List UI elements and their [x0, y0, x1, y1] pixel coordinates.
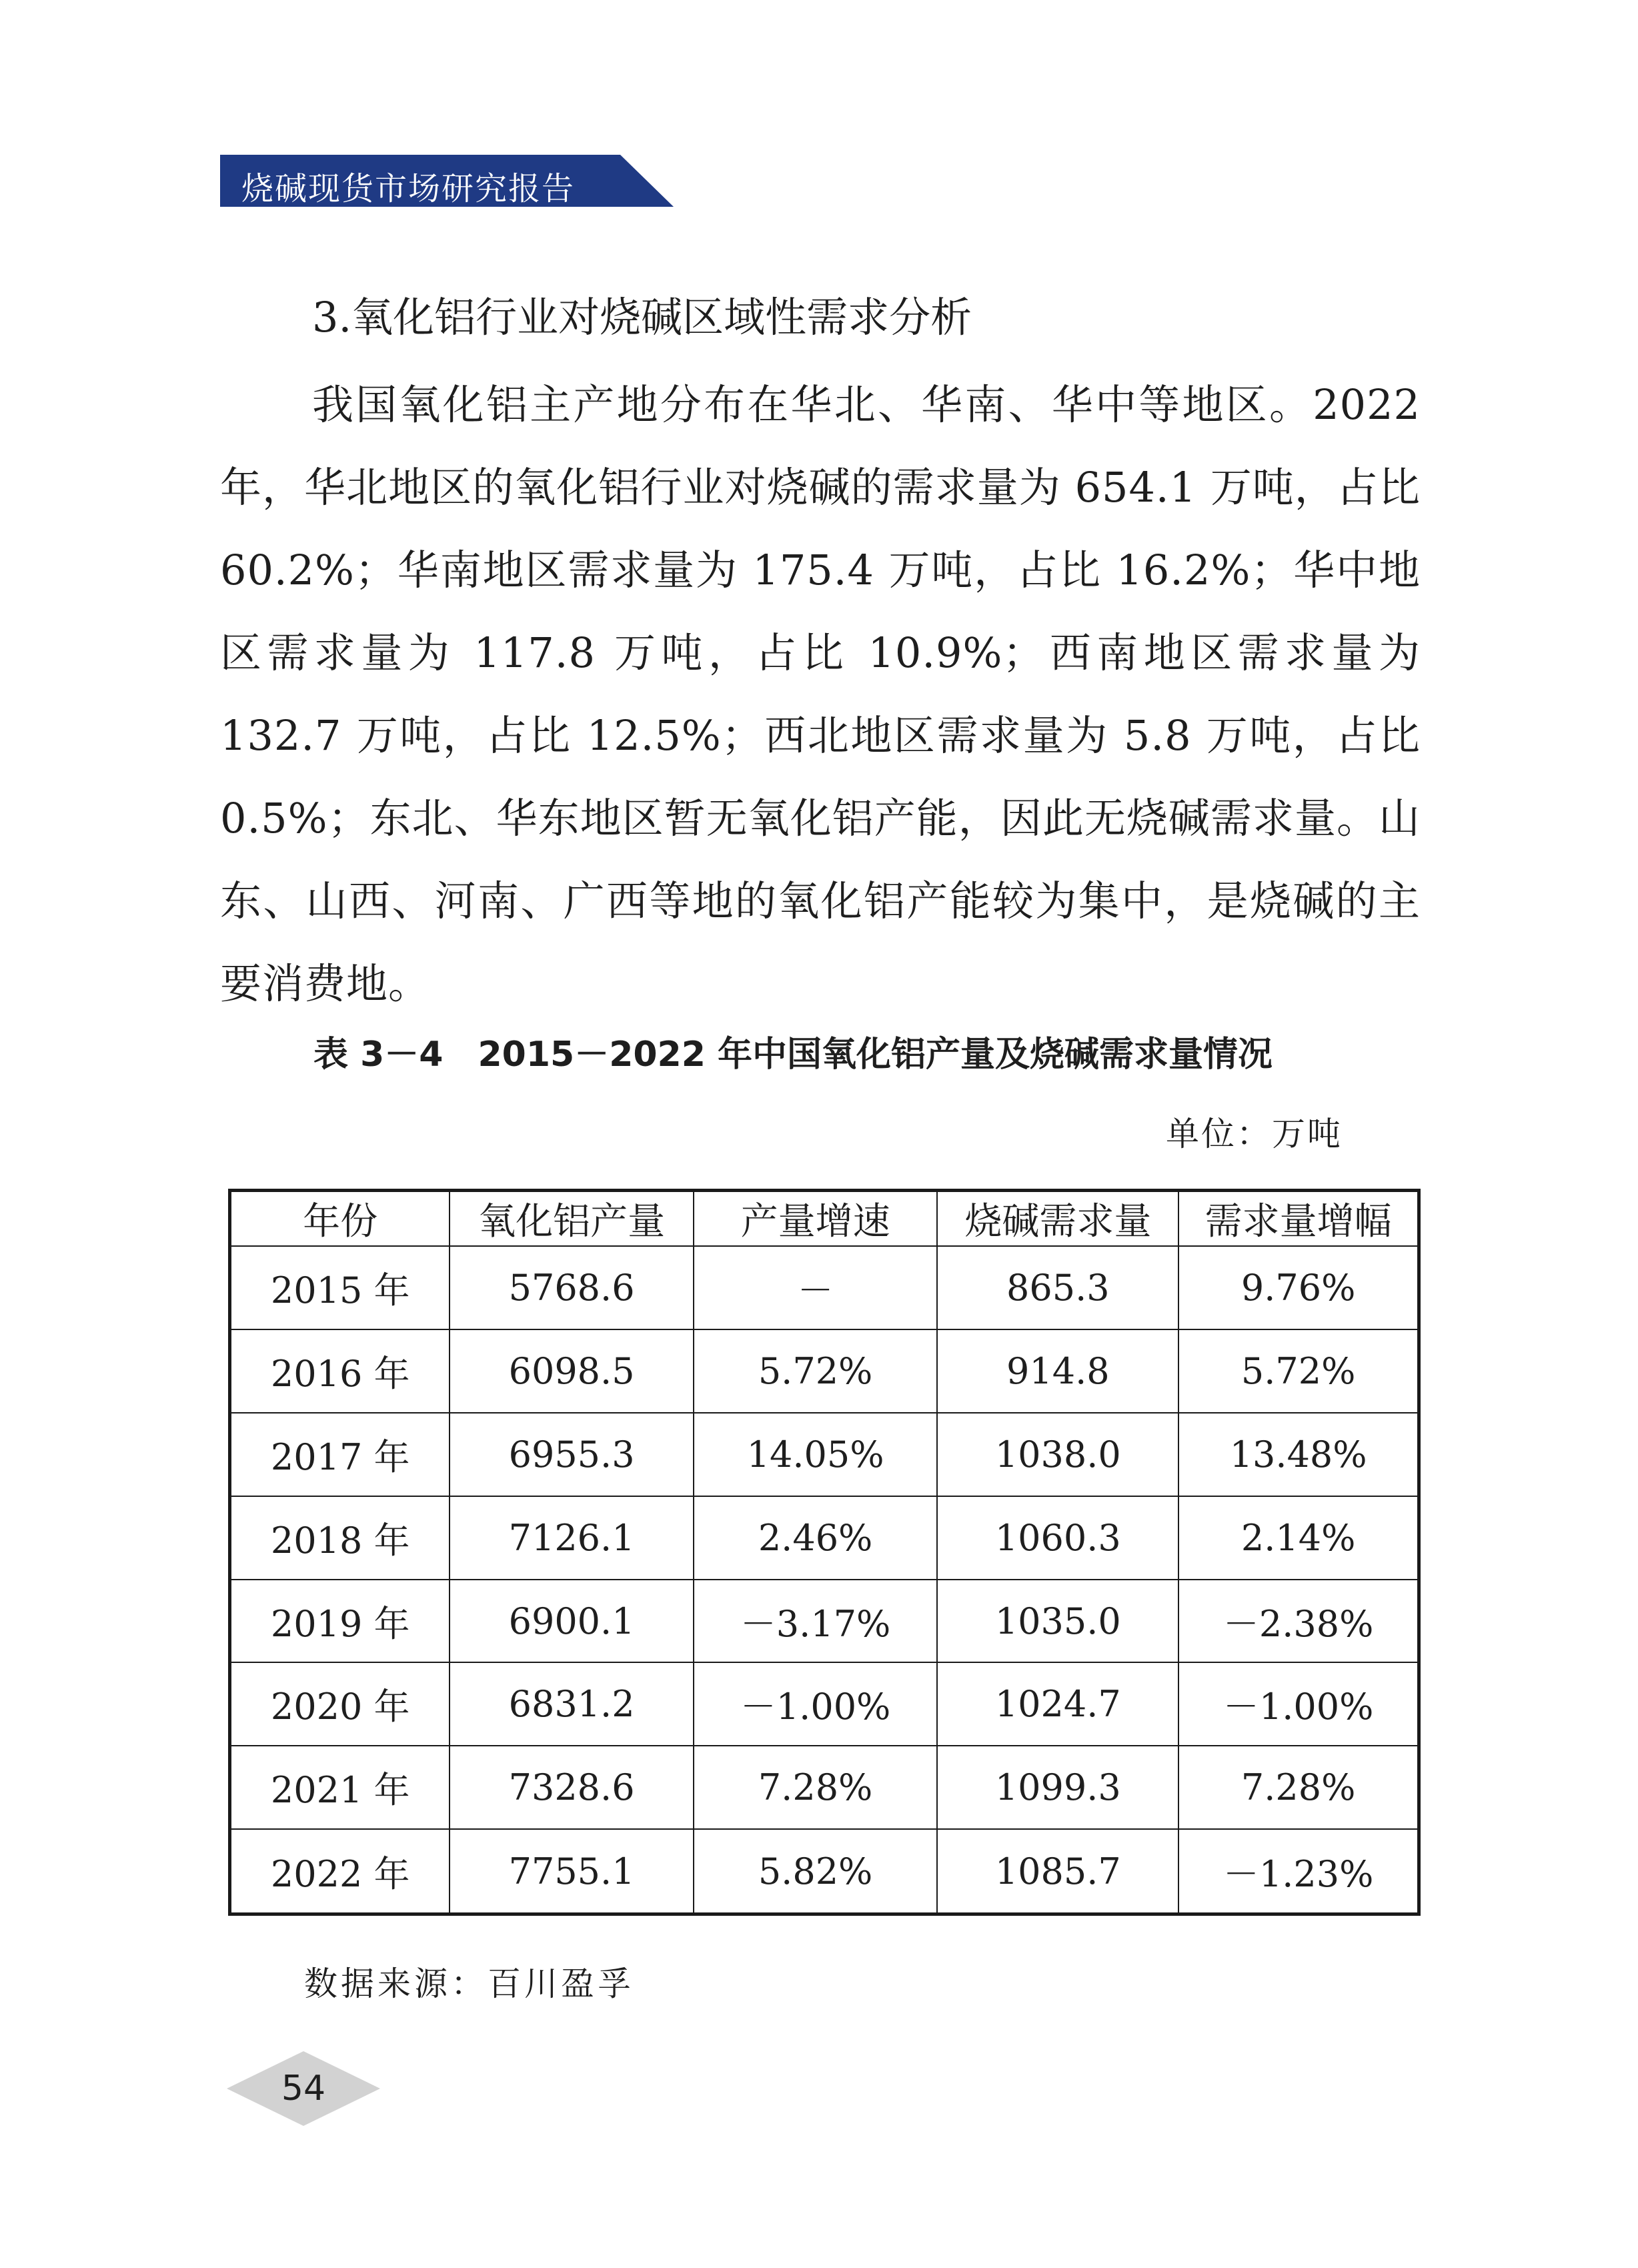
table-cell: 13.48% — [1178, 1413, 1419, 1496]
table-header-row — [230, 1191, 1419, 1247]
table-cell: 6831.2 — [450, 1662, 694, 1746]
table-cell: 2019 年 — [230, 1580, 450, 1663]
table-cell: 2021 年 — [230, 1746, 450, 1829]
table-cell: －1.23% — [1178, 1829, 1419, 1914]
table-row — [230, 1246, 1419, 1329]
table-cell: 5.72% — [1178, 1329, 1419, 1413]
table-cell: 7126.1 — [450, 1496, 694, 1580]
table-cell: － — [694, 1246, 938, 1329]
table-cell: 6098.5 — [450, 1329, 694, 1413]
table-row — [230, 1580, 1419, 1663]
table-row — [230, 1746, 1419, 1829]
table-cell: 7.28% — [1178, 1746, 1419, 1829]
table-row — [230, 1829, 1419, 1914]
table-cell: 5768.6 — [450, 1246, 694, 1329]
section-title: 3.氧化铝行业对烧碱区域性需求分析 — [312, 293, 972, 342]
running-header: 烧碱现货市场研究报告 — [241, 170, 576, 207]
table-cell: 7328.6 — [450, 1746, 694, 1829]
header-cell: 年份 — [230, 1191, 450, 1247]
table-cell: 2017 年 — [230, 1413, 450, 1496]
table-cell: 6900.1 — [450, 1580, 694, 1663]
table-cell: －2.38% — [1178, 1580, 1419, 1663]
data-source-note: 数据来源：百川盈孚 — [304, 1964, 634, 2003]
table-cell: 5.72% — [694, 1329, 938, 1413]
table-cell: 2022 年 — [230, 1829, 450, 1914]
table-cell: 2.46% — [694, 1496, 938, 1580]
table-cell: 6955.3 — [450, 1413, 694, 1496]
table-cell: 2018 年 — [230, 1496, 450, 1580]
table-cell: 1038.0 — [937, 1413, 1178, 1496]
header-cell: 产量增速 — [694, 1191, 938, 1247]
table-cell: 914.8 — [937, 1329, 1178, 1413]
table-caption: 表 3－4 2015－2022 年中国氧化铝产量及烧碱需求量情况 — [313, 1035, 1273, 1075]
table-row — [230, 1329, 1419, 1413]
table-cell: －3.17% — [694, 1580, 938, 1663]
table-row — [230, 1496, 1419, 1580]
table-cell: 865.3 — [937, 1246, 1178, 1329]
header-cell: 需求量增幅 — [1178, 1191, 1419, 1247]
table-cell: －1.00% — [1178, 1662, 1419, 1746]
table-cell: 7755.1 — [450, 1829, 694, 1914]
table-cell: 2.14% — [1178, 1496, 1419, 1580]
header-cell: 氧化铝产量 — [450, 1191, 694, 1247]
table-cell: 5.82% — [694, 1829, 938, 1914]
table-cell: 7.28% — [694, 1746, 938, 1829]
table-cell: 14.05% — [694, 1413, 938, 1496]
table-cell: 2015 年 — [230, 1246, 450, 1329]
page-number: 54 — [281, 2069, 326, 2109]
table-cell: 1035.0 — [937, 1580, 1178, 1663]
data-table — [228, 1189, 1421, 1916]
table-cell: 1060.3 — [937, 1496, 1178, 1580]
table-cell: 2020 年 — [230, 1662, 450, 1746]
table-cell: 1085.7 — [937, 1829, 1178, 1914]
table-cell: 1024.7 — [937, 1662, 1178, 1746]
table-cell: 2016 年 — [230, 1329, 450, 1413]
table-row — [230, 1662, 1419, 1746]
table-cell: 1099.3 — [937, 1746, 1178, 1829]
table-unit: 单位：万吨 — [1166, 1115, 1343, 1153]
table-cell: 9.76% — [1178, 1246, 1419, 1329]
header-cell: 烧碱需求量 — [937, 1191, 1178, 1247]
body-paragraph: 我国氧化铝主产地分布在华北、华南、华中等地区。2022 年，华北地区的氧化铝行业对烧碱的需求量为 654.1 万吨，占比 60.2%；华南地区需求量为 175.4 万吨，占比 16.2%；华中地区需求量为 117.8 万吨，占比 10.9%；西南地区需求量为 132.7 万吨，占比 12.5%；西北地区需求量为 5.8 万吨，占比 0.5%；东北、华东地区暂无氧化铝产能，因此无烧碱需求量。山东、山西、河南、广西等地的氧化铝产能较为集中，是烧碱的主要消费地。 — [220, 380, 1421, 1008]
table-cell: －1.00% — [694, 1662, 938, 1746]
table-row — [230, 1413, 1419, 1496]
